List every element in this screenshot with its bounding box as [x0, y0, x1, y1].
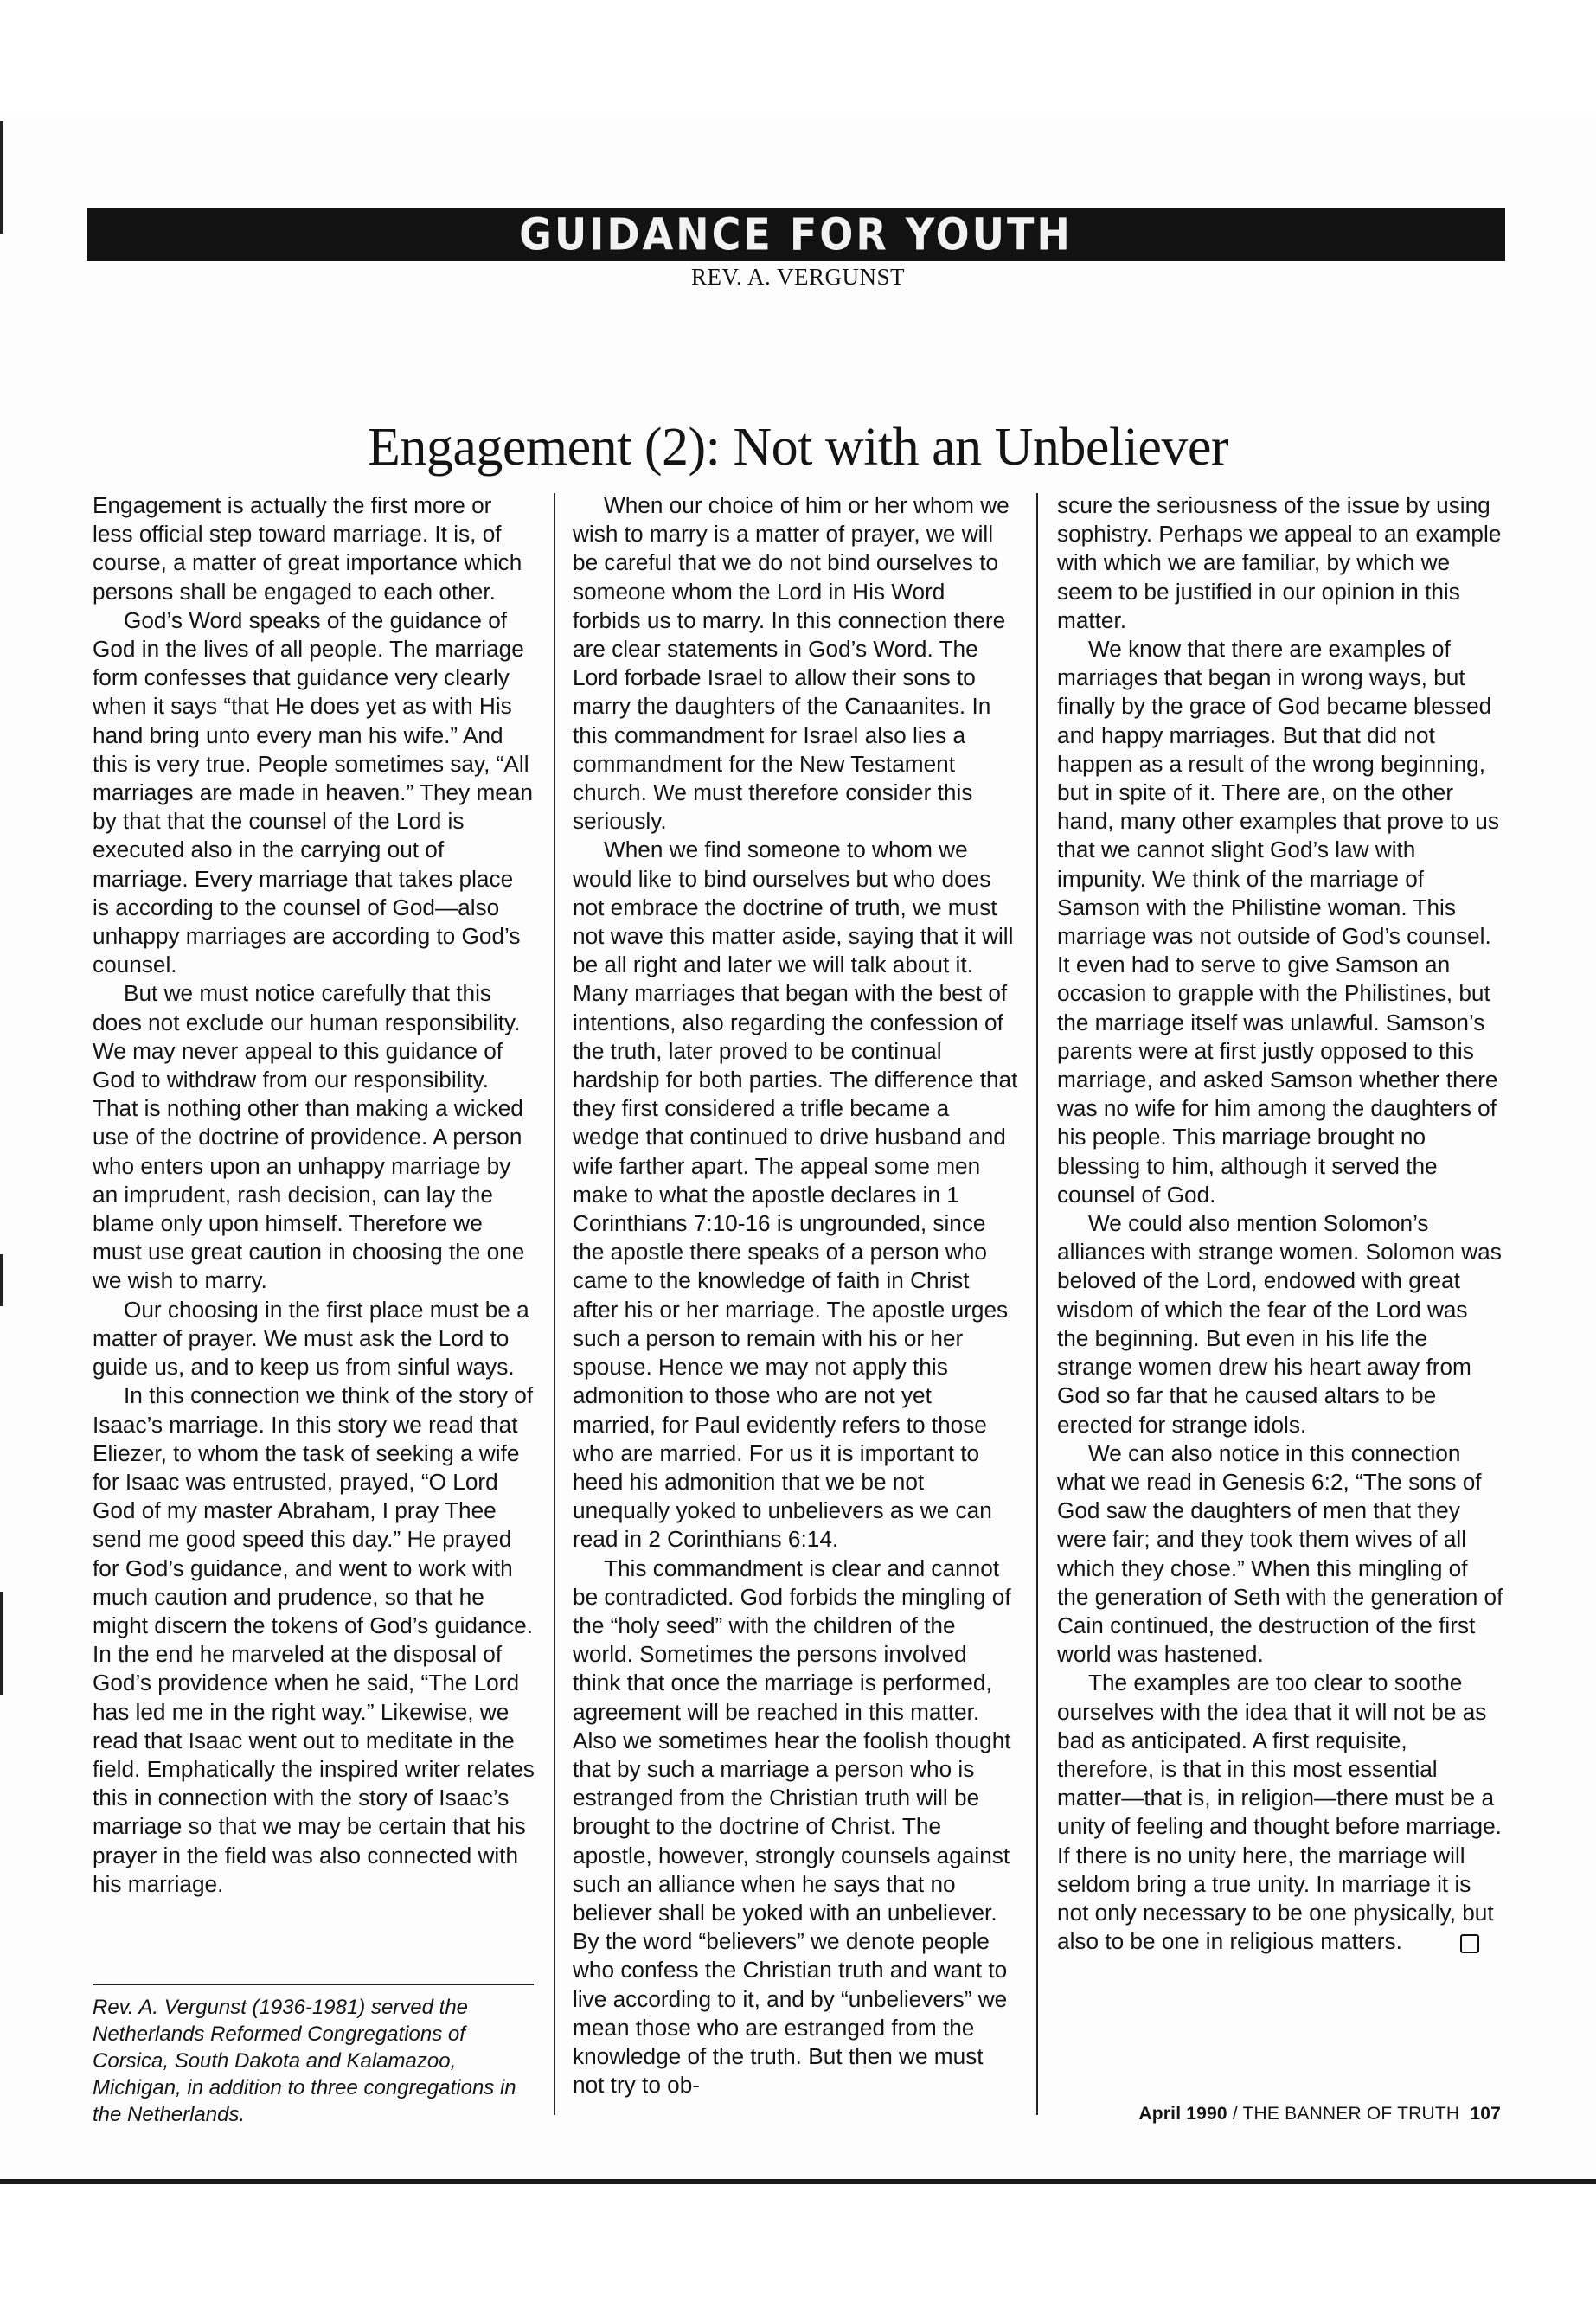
scan-bottom-edge [0, 2179, 1596, 2184]
column-3 [1057, 491, 1505, 1956]
scan-edge-mark [0, 1592, 3, 1695]
column-2 [573, 491, 1018, 2099]
column-divider [1036, 493, 1038, 2115]
scan-edge-mark [0, 121, 3, 234]
paragraph: In this connection we think of the story of Isaac’s marriage. In this story we read that Eliezer, to whom the task of seeking a wife for Isaac was entrusted, prayed, “O Lord God of my master Abraham, I pray Thee send me good speed this day.” He prayed for God’s guidance, and went to work with much caution and prudence, so that he might discern the tokens of God’s guidance. In the end he marveled at the disposal of God’s providence when he said, “The Lord has led me in the right way.” Likewise, we read that Isaac went out to meditate in the field. Emphatically the inspired writer relates this in connection with the story of Isaac’s marriage so that we may be certain that his prayer in the field was also connected with his marriage. [93, 1382, 535, 1897]
footer-separator: / [1227, 2104, 1243, 2124]
scan-edge-mark [0, 1254, 3, 1306]
column-1 [93, 491, 535, 1899]
paragraph: But we must notice carefully that this does not exclude our human responsibility. We may never appeal to this guidance of God to withdraw from our responsibility. That is nothing other than making a wicked use of the doctrine of providence. A person who enters upon an unhappy marriage by an imprudent, rash decision, can lay the blame only upon himself. Therefore we must use great caution in choosing the one we wish to marry. [93, 980, 525, 1294]
paragraph [1057, 1669, 1505, 1956]
paragraph: God’s Word speaks of the guidance of God in the lives of all people. The marriage form confesses that guidance very clearly when it says “that He does yet as with His hand bring unto every man his wife.” And this is very true. People sometimes say, “All marriages are made in heaven.” They mean by that that the counsel of the Lord is executed also in the carrying out of marriage. Every marriage that takes place is according to the counsel of God—also unhappy marriages are according to God’s counsel. [93, 606, 533, 978]
column-divider [554, 493, 555, 2115]
end-of-article-icon [1460, 1934, 1479, 1953]
page-footer [1138, 2104, 1501, 2125]
paragraph: Our choosing in the first place must be a matter of prayer. We must ask the Lord to guide us, and to keep us from sinful ways. [93, 1296, 529, 1381]
paragraph: This commandment is clear and cannot be contradicted. God forbids the mingling of the “holy seed” with the children of the world. Sometimes the persons involved think that once the marriage is performed, agreement will be reached in this matter. Also we sometimes hear the foolish thought that by such a marriage a person who is estranged from the Christian truth will be brought to the doctrine of Christ. The apostle, however, strongly counsels against such an alliance when he says that no believer shall be yoked with an unbeliever. By the word “believers” we denote people who confess the Christian truth and want to live according to it, and by “unbelievers” we mean those who are estranged from the knowledge of the truth. But then we must not try to ob- [573, 1554, 1011, 2099]
section-banner [87, 208, 1505, 261]
paragraph: scure the seriousness of the issue by using sophistry. Perhaps we appeal to an example with which we are familiar, by which we seem to be justified in our opinion in this matter. [1057, 492, 1502, 633]
paragraph-text: The examples are too clear to soothe ourselves with the idea that it will not be as bad as anticipated. A first requisite, therefore, is that in this most essential matter—that is, in religion—there must be a unity of feeling and thought before marriage. If there is no unity here, the marriage will seldom bring a true unity. In marriage it is not only necessary to be one physically, but also to be one in religious matters. [1057, 1670, 1502, 1955]
magazine-name: THE BANNER OF TRUTH [1242, 2104, 1460, 2124]
paragraph: We know that there are examples of marriages that began in wrong ways, but finally by the grace of God became blessed and happy marriages. But that did not happen as a result of the wrong beginning, but in spite of it. There are, on the other hand, many other examples that prove to us that we cannot slight God’s law with impunity. We think of the marriage of Samson with the Philistine woman. This marriage was not outside of God’s counsel. It even had to serve to give Samson an occasion to grapple with the Philistines, but the marriage itself was unlawful. Samson’s parents were at first justly opposed to this marriage, and asked Samson whether there was no wife for him among the daughters of his people. This marriage brought no blessing to him, although it served the counsel of God. [1057, 636, 1499, 1208]
section-banner-text: GUIDANCE FOR YOUTH [519, 208, 1073, 260]
author-byline: REV. A. VERGUNST [690, 264, 906, 290]
author-bio: Rev. A. Vergunst (1936-1981) served the Netherlands Reformed Congregations of Corsica, South Dakota and Kalamazoo, Michigan, in addition to three congregations in the Netherlands. [93, 1996, 516, 2126]
article-title: Engagement (2): Not with an Unbeliever [367, 418, 1229, 477]
issue-date: April 1990 [1138, 2104, 1227, 2124]
paragraph: We could also mention Solomon’s alliances with strange women. Solomon was beloved of the Lord, endowed with great wisdom of which the fear of the Lord was the beginning. But even in his life the strange women drew his heart away from God so far that he caused altars to be erected for strange idols. [1057, 1210, 1502, 1438]
page-number: 107 [1470, 2104, 1501, 2124]
paragraph: We can also notice in this connection what we read in Genesis 6:2, “The sons of God saw the daughters of men that they were fair; and they took them wives of all which they chose.” When this mingling of the generation of Seth with the generation of Cain continued, the destruction of the first world was hastened. [1057, 1439, 1503, 1668]
paragraph: When we find someone to whom we would like to bind ourselves but who does not embrace the doctrine of truth, we must not wave this matter aside, saying that it will be all right and later we will talk about it. Many marriages that began with the best of intentions, also regarding the confession of the truth, later proved to be continual hardship for both parties. The difference that they first considered a trifle became a wedge that continued to drive husband and wife farther apart. The appeal some men make to what the apostle declares in 1 Corinthians 7:10-16 is ungrounded, since the apostle there speaks of a person who came to the knowledge of faith in Christ after his or her marriage. The apostle urges such a person to remain with his or her spouse. Hence we may not apply this admonition to those who are not yet married, for Paul evidently refers to those who are married. For us it is important to heed his admonition that we be not unequally yoked to unbelievers as we can read in 2 Corinthians 6:14. [573, 836, 1018, 1553]
paragraph: Engagement is actually the first more or less official step toward marriage. It is, of course, a matter of great importance which persons shall be engaged to each other. [93, 492, 522, 605]
paragraph: When our choice of him or her whom we wish to marry is a matter of prayer, we will be careful that we do not bind ourselves to someone whom the Lord in His Word forbids us to marry. In this connection there are clear statements in God’s Word. The Lord forbade Israel to allow their sons to marry the daughters of the Canaanites. In this commandment for Israel also lies a commandment for the New Testament church. We must therefore consider this seriously. [573, 492, 1010, 835]
bio-divider [93, 1984, 534, 1985]
